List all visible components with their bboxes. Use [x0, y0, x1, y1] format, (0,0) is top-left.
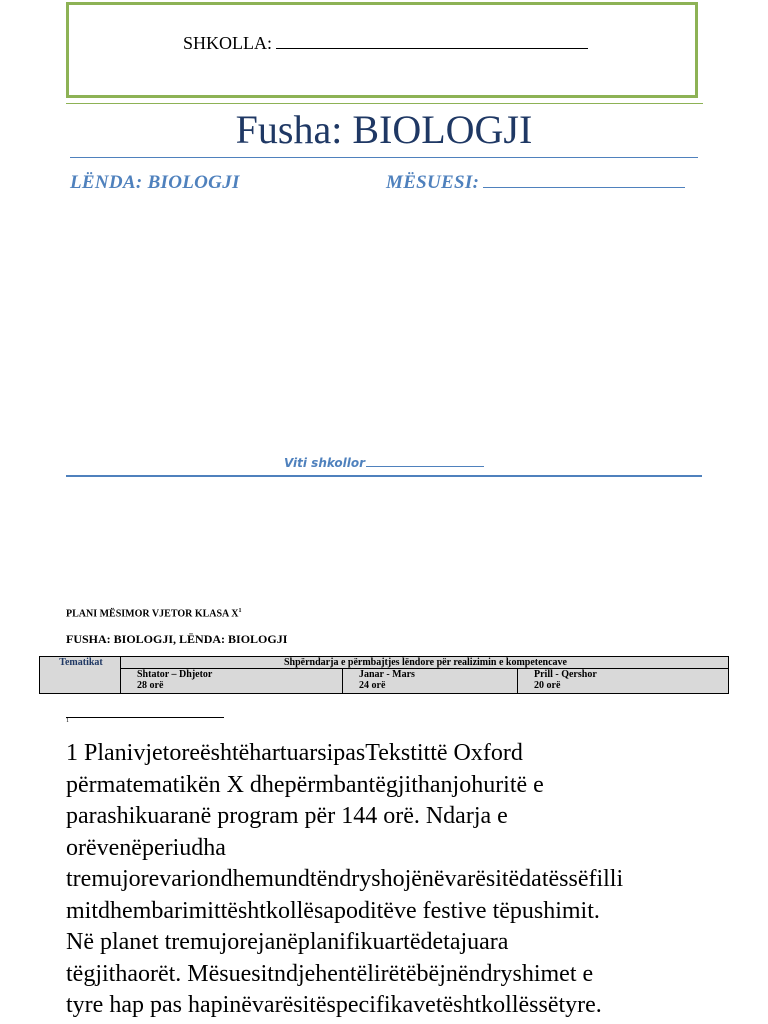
school-year-rule	[66, 475, 702, 477]
footnote-line: mitdhembarimittështkollësapoditëve festive tëpushimit.	[66, 897, 600, 924]
period-hours: 28 orë	[137, 680, 164, 691]
footnote-line: tremujorevariondhemundtëndryshojënëvarësitëdatëssëfilli	[66, 866, 624, 892]
footnote-mark: 1	[66, 718, 69, 724]
period-name: Janar - Mars	[359, 669, 415, 680]
subject-label: LËNDA: BIOLOGJI	[70, 172, 240, 193]
footnote-line: tyre hap pas hapinëvarësitëspecifikavetështkollëssëtyre.	[66, 992, 602, 1018]
period-name: Shtator – Dhjetor	[137, 669, 213, 680]
plan-table	[39, 656, 729, 694]
school-label: SHKOLLA:	[183, 33, 272, 53]
footnote-line: orëvenëperiudha	[66, 834, 226, 861]
table-header-row	[40, 657, 729, 669]
table-period-row	[40, 669, 729, 694]
school-box-underline	[66, 103, 703, 104]
footnote-line: 1 PlanivjetoreështëhartuarsipasTekstittë Oxford	[66, 740, 523, 766]
period-cell-3	[518, 669, 729, 694]
footnote-text	[66, 738, 716, 1022]
school-year-blank-line	[366, 456, 484, 467]
period-hours: 24 orë	[359, 680, 386, 691]
footnote-line: parashikuaranë program për 144 orë. Ndarja e	[66, 803, 508, 829]
school-year-field	[0, 456, 768, 470]
school-blank-line	[276, 34, 588, 49]
school-field	[183, 33, 588, 54]
distribution-header: Shpërndarja e përmbajtjes lëndore për realizimin e kompetencave	[121, 657, 729, 669]
teacher-field	[386, 172, 685, 194]
footnote-rule	[66, 717, 224, 718]
title-rule	[70, 157, 698, 158]
period-hours: 20 orë	[534, 680, 561, 691]
teacher-label: MËSUESI:	[386, 172, 480, 193]
plan-title	[66, 608, 241, 619]
school-year-label: Viti shkollor	[283, 456, 366, 470]
period-name: Prill - Qershor	[534, 669, 597, 680]
plan-title-text: PLANI MËSIMOR VJETOR KLASA X	[66, 608, 239, 620]
field-title: Fusha: BIOLOGJI	[235, 107, 533, 152]
period-cell-1	[121, 669, 343, 694]
plan-title-footnote-ref: 1	[238, 608, 242, 614]
footnote-line: përmatematikën X dhepërmbantëgjithanjohuritë e	[66, 771, 544, 798]
teacher-blank-line	[483, 173, 685, 188]
period-cell-2	[343, 669, 518, 694]
theme-header: Tematikat	[40, 657, 121, 694]
footnote-line: tëgjithaorët. Mësuesitndjehentëlirëtëbëjnëndryshimet e	[66, 960, 594, 987]
plan-field-subject: FUSHA: BIOLOGJI, LËNDA: BIOLOGJI	[66, 632, 288, 646]
footnote-line: Në planet tremujorejanëplanifikuartëdetajuara	[66, 929, 509, 955]
